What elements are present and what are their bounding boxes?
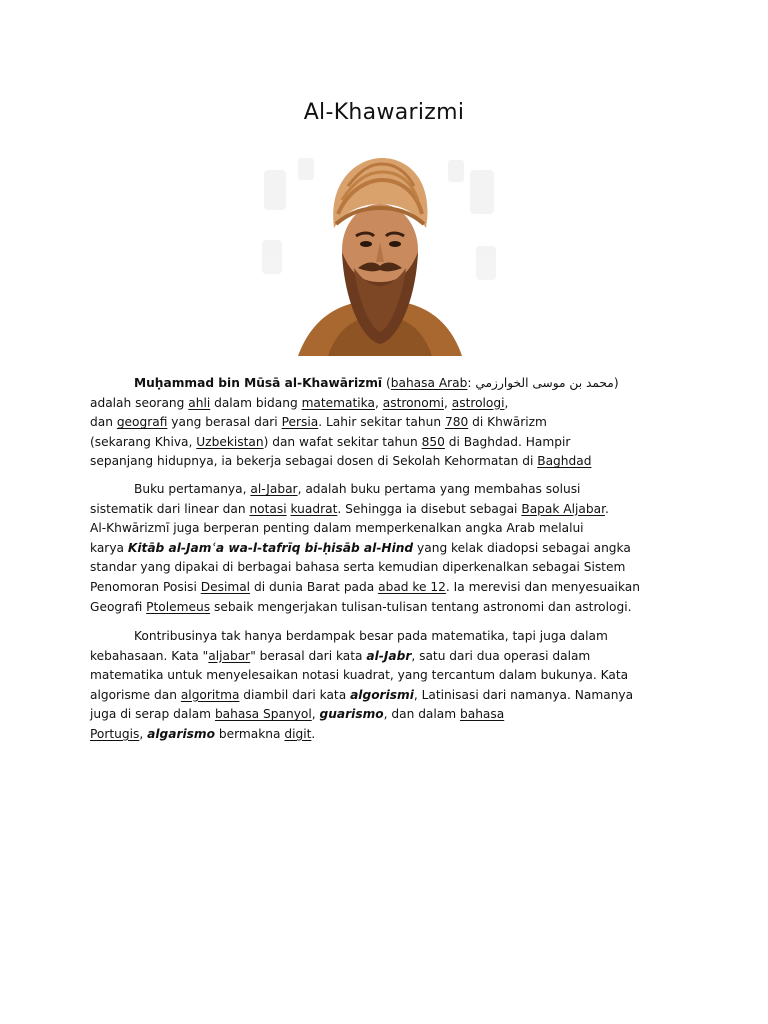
text: karya — [90, 540, 128, 555]
text: di Baghdad. Hampir — [444, 434, 571, 449]
link-matematika[interactable]: matematika — [301, 395, 375, 410]
text: ( — [382, 376, 391, 390]
link-notasi[interactable]: notasi — [249, 501, 287, 516]
line — [90, 374, 690, 394]
line — [90, 519, 690, 539]
link-ptolemeus[interactable]: Ptolemeus — [146, 599, 211, 614]
line — [90, 413, 690, 433]
link-digit[interactable]: digit — [284, 726, 312, 741]
text: : محمد بن موسى الخوارزمي) — [467, 376, 619, 390]
text: dan — [90, 415, 117, 430]
link-aljabar[interactable]: aljabar — [208, 648, 251, 663]
portrait-image — [258, 150, 502, 356]
text: juga di serap dalam — [90, 707, 215, 722]
name-text: Muḥammad bin Mūsā al-Khawārizmī — [134, 376, 383, 390]
text: , adalah buku pertama yang membahas solusi — [297, 482, 581, 496]
line — [90, 578, 690, 598]
line — [90, 598, 690, 618]
line — [90, 500, 690, 520]
line — [90, 433, 690, 453]
text: algorisme dan — [90, 687, 181, 702]
term-guarismo: guarismo — [319, 707, 384, 722]
text: kebahasaan. Kata " — [90, 648, 209, 663]
text: , dan dalam — [383, 707, 460, 722]
text: , — [504, 395, 509, 410]
line — [90, 705, 690, 725]
line — [90, 725, 690, 745]
text: adalah seorang — [90, 395, 189, 410]
text: . — [311, 726, 316, 741]
term-algorismi: algorismi — [350, 687, 414, 702]
link-780[interactable]: 780 — [444, 415, 469, 430]
line — [90, 627, 690, 647]
link-850[interactable]: 850 — [421, 434, 445, 449]
text: dalam bidang — [210, 395, 302, 410]
line — [90, 452, 690, 472]
text: . — [604, 501, 609, 516]
text: sepanjang hidupnya, ia bekerja sebagai dosen di Sekolah Kehormatan di — [90, 454, 538, 469]
link-astrologi[interactable]: astrologi — [451, 395, 505, 410]
text: ) dan wafat sekitar tahun — [263, 434, 422, 449]
line — [90, 558, 690, 578]
link-kuadrat[interactable]: kuadrat — [290, 501, 338, 516]
text: yang berasal dari — [167, 415, 282, 430]
text: . Sehingga ia disebut sebagai — [337, 501, 522, 516]
book-title-text: Kitāb al-Jamʿa wa-l-tafrīq bi-ḥisāb al-Hind — [127, 540, 414, 555]
link-bapak-aljabar[interactable]: Bapak Aljabar — [521, 501, 605, 516]
text: Buku pertamanya, — [134, 482, 251, 496]
link-baghdad[interactable]: Baghdad — [537, 454, 592, 469]
text: . Lahir sekitar tahun — [318, 415, 445, 430]
text: Penomoran Posisi — [90, 579, 201, 594]
link-ahli[interactable]: ahli — [188, 395, 211, 410]
text: di dunia Barat pada — [250, 579, 379, 594]
text: sebaik mengerjakan tulisan-tulisan tentang astronomi dan astrologi. — [210, 599, 632, 614]
text: Geografi — [90, 599, 147, 614]
text: , Latinisasi dari namanya. Namanya — [413, 687, 634, 702]
document-title: Al-Khawarizmi — [303, 100, 465, 125]
text: , — [139, 726, 148, 741]
term-algarismo: algarismo — [147, 726, 215, 741]
text: sistematik dari linear dan — [90, 501, 250, 516]
text: , — [444, 395, 452, 410]
text: diambil dari kata — [239, 687, 351, 702]
text: yang kelak diadopsi sebagai angka — [413, 540, 631, 555]
link-portugis[interactable]: Portugis — [90, 726, 140, 741]
link-bahasa-spanyol[interactable]: bahasa Spanyol — [214, 707, 312, 722]
text: matematika untuk menyelesaikan notasi kuadrat, yang tercantum dalam bukunya. Kata — [90, 668, 629, 683]
term-al-jabr: al-Jabr — [366, 648, 412, 663]
text: , satu dari dua operasi dalam — [411, 648, 591, 663]
text: . Ia merevisi dan menyesuaikan — [445, 579, 640, 594]
text: di Khwārizm — [468, 415, 547, 430]
paragraph-contributions — [90, 627, 690, 745]
line — [90, 647, 690, 667]
link-persia[interactable]: Persia — [281, 415, 319, 430]
text: , — [311, 707, 320, 722]
link-bahasa-arab[interactable]: bahasa Arab — [390, 376, 468, 390]
link-al-jabar[interactable]: al-Jabar — [250, 482, 298, 496]
text: , — [375, 395, 383, 410]
text: standar yang dipakai di berbagai bahasa serta kemudian diperkenalkan sebagai Sistem — [90, 560, 626, 575]
line — [90, 666, 690, 686]
paragraph-biography — [90, 374, 690, 472]
line — [90, 480, 690, 500]
link-desimal[interactable]: Desimal — [200, 579, 251, 594]
link-astronomi[interactable]: astronomi — [382, 395, 444, 410]
link-uzbekistan[interactable]: Uzbekistan — [196, 434, 264, 449]
text: bermakna — [214, 726, 285, 741]
line — [90, 539, 690, 559]
line — [90, 686, 690, 706]
text: Kontribusinya tak hanya berdampak besar pada matematika, tapi juga dalam — [134, 629, 608, 643]
link-geografi[interactable]: geografi — [116, 415, 168, 430]
link-abad-ke-12[interactable]: abad ke 12 — [378, 579, 446, 594]
text: Al-Khwārizmī juga berperan penting dalam memperkenalkan angka Arab melalui — [90, 521, 584, 536]
portrait-of-al-khwarizmi-icon — [258, 150, 502, 356]
text: " berasal dari kata — [250, 648, 367, 663]
link-bahasa-portugis[interactable]: bahasa — [460, 707, 505, 722]
text: (sekarang Khiva, — [90, 434, 197, 449]
link-algoritma[interactable]: algoritma — [180, 687, 240, 702]
paragraph-al-jabar — [90, 480, 690, 617]
line — [90, 394, 690, 414]
